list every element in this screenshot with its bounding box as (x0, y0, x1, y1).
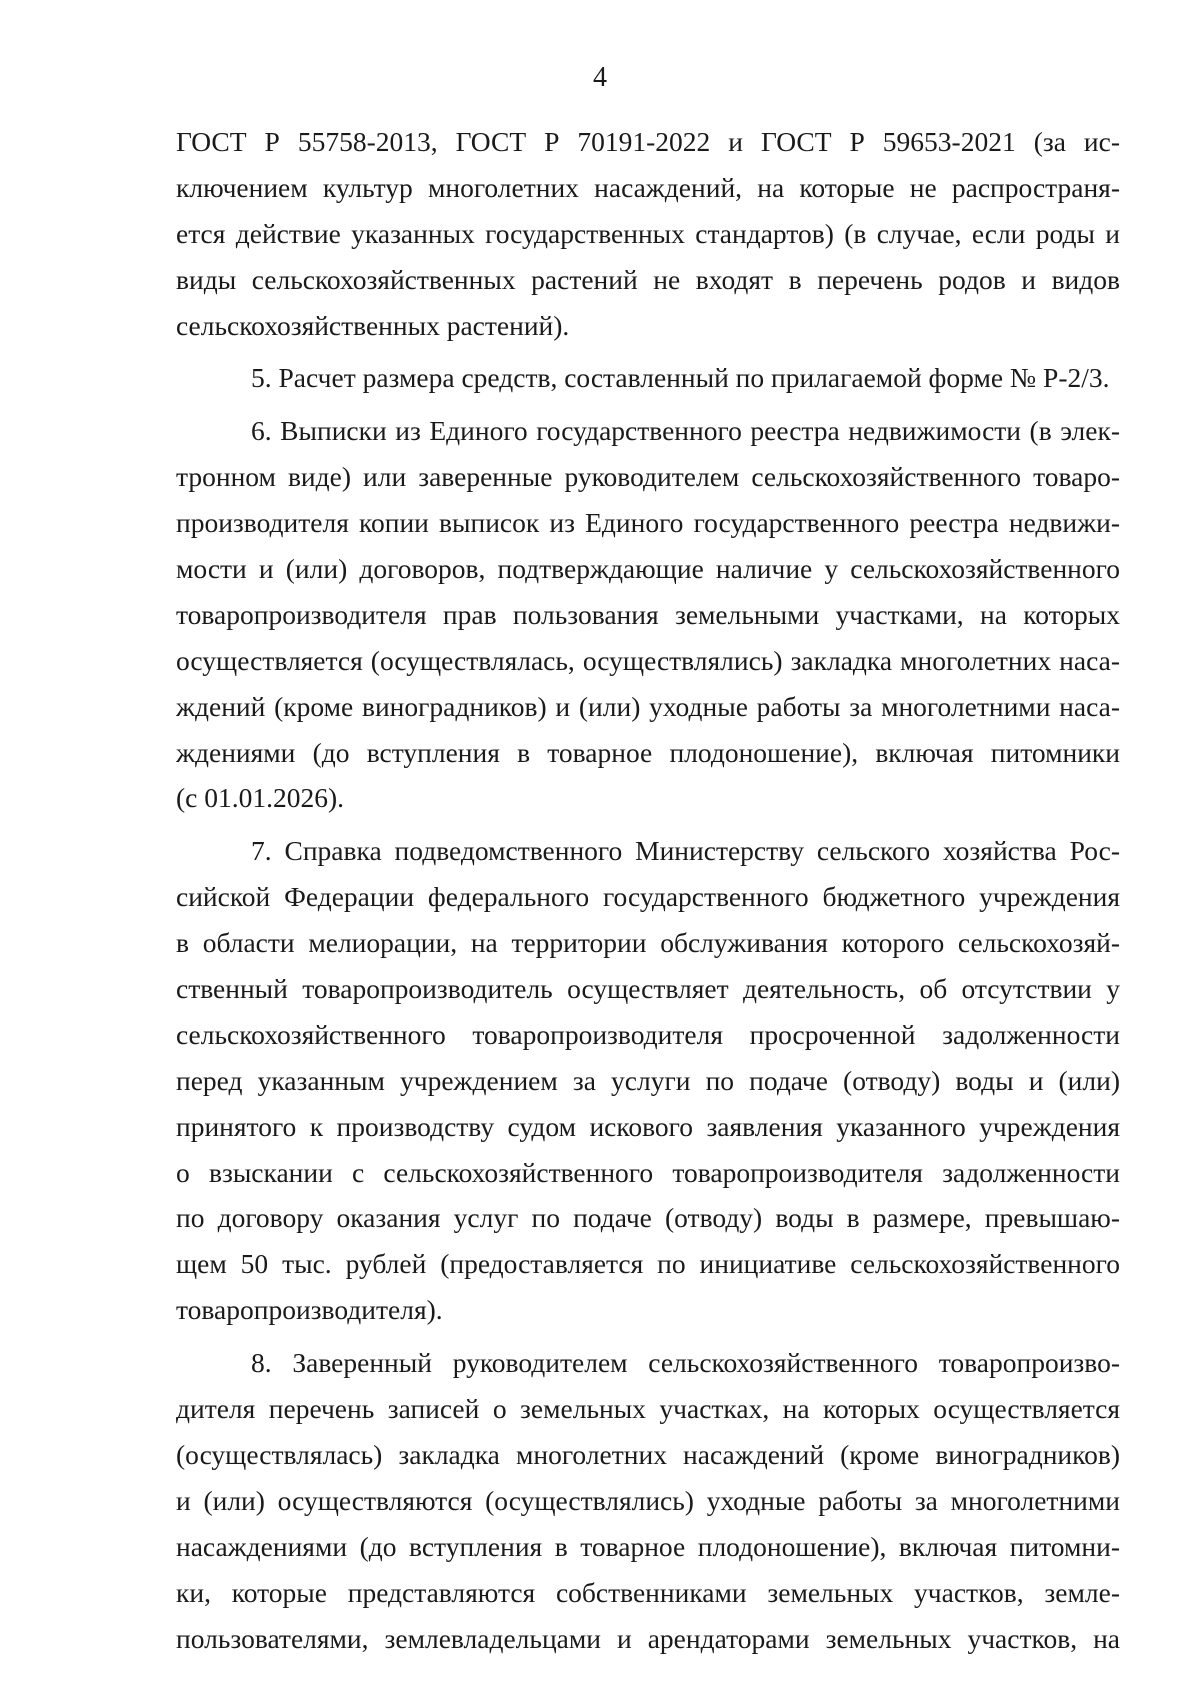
text-line: осуществляется (осуществлялась, осуществлялись) закладка многолетних наса- (176, 644, 1120, 676)
text-line: принятого к производству судом искового заявления указанного учреждения (176, 1110, 1120, 1142)
text-line: (с 01.01.2026). (176, 782, 345, 814)
text-line: ключением культур многолетних насаждений, на которые не распространя- (176, 171, 1120, 203)
paragraph-gap (176, 348, 1120, 355)
text-line: ждений (кроме виноградников) и (или) уходные работы за многолетними наса- (176, 690, 1120, 722)
text-line: товаропроизводителя). (176, 1294, 443, 1326)
text-line: ки, которые представляются собственниками земельных участков, земле- (176, 1576, 1120, 1608)
text-line: пользователями, землевладельцами и арендаторами земельных участков, на (176, 1622, 1120, 1654)
text-line: о взыскании с сельскохозяйственного товаропроизводителя задолженности (176, 1156, 1120, 1188)
text-line: ГОСТ Р 55758-2013, ГОСТ Р 70191-2022 и ГОСТ Р 59653-2021 (за ис- (176, 126, 1120, 157)
text-line: ется действие указанных государственных стандартов) (в случае, если роды и (176, 217, 1120, 249)
text-line: товаропроизводителя прав пользования земельными участками, на которых (176, 598, 1120, 630)
text-line: виды сельскохозяйственных растений не входят в перечень родов и видов (176, 263, 1120, 295)
text-line: ственный товаропроизводитель осуществляет деятельность, об отсутствии у (176, 973, 1120, 1005)
text-line: тронном виде) или заверенные руководителем сельскохозяйственного товаро- (176, 461, 1120, 493)
text-line: 7. Справка подведомственного Министерству сельского хозяйства Рос- (251, 835, 1120, 867)
text-line: по договору оказания услуг по подаче (отводу) воды в размере, превышаю- (176, 1202, 1120, 1234)
text-line: ждениями (до вступления в товарное плодоношение), включая питомники (176, 736, 1120, 768)
text-line: 5. Расчет размера средств, составленный по прилагаемой форме № Р-2/3. (251, 362, 1110, 394)
page-number: 4 (593, 62, 607, 93)
paragraph-item-6 (176, 408, 1120, 821)
text-line: сельскохозяйственного товаропроизводителя просроченной задолженности (176, 1018, 1120, 1050)
paragraph-item-8 (176, 1340, 1120, 1661)
paragraph-item-7 (176, 828, 1120, 1333)
text-line: щем 50 тыс. рублей (предоставляется по инициативе сельскохозяйственного (176, 1248, 1120, 1280)
paragraph-gap (176, 821, 1120, 828)
text-line: (осуществлялась) закладка многолетних насаждений (кроме виноградников) (176, 1438, 1120, 1470)
text-line: сийской Федерации федерального государственного бюджетного учреждения (176, 881, 1120, 913)
paragraph-gap (176, 1333, 1120, 1340)
text-line: перед указанным учреждением за услуги по подаче (отводу) воды и (или) (176, 1064, 1120, 1096)
text-line: производителя копии выписок из Единого государственного реестра недвижи- (176, 507, 1120, 539)
text-line: мости и (или) договоров, подтверждающие наличие у сельскохозяйственного (176, 553, 1120, 585)
text-line: сельскохозяйственных растений). (176, 309, 570, 341)
paragraph-gost-continuation (176, 119, 1120, 348)
text-line: 6. Выписки из Единого государственного реестра недвижимости (в элек- (251, 415, 1120, 447)
document-body (176, 119, 1120, 1661)
text-line: насаждениями (до вступления в товарное плодоношение), включая питомни- (176, 1530, 1120, 1562)
text-line: и (или) осуществляются (осуществлялись) уходные работы за многолетними (176, 1484, 1120, 1516)
text-line: дителя перечень записей о земельных участках, на которых осуществляется (176, 1393, 1120, 1425)
text-line: 8. Заверенный руководителем сельскохозяйственного товаропроизво- (251, 1347, 1120, 1379)
paragraph-item-5 (176, 355, 1120, 401)
text-line: в области мелиорации, на территории обслуживания которого сельскохозяй- (176, 927, 1120, 959)
paragraph-gap (176, 401, 1120, 408)
